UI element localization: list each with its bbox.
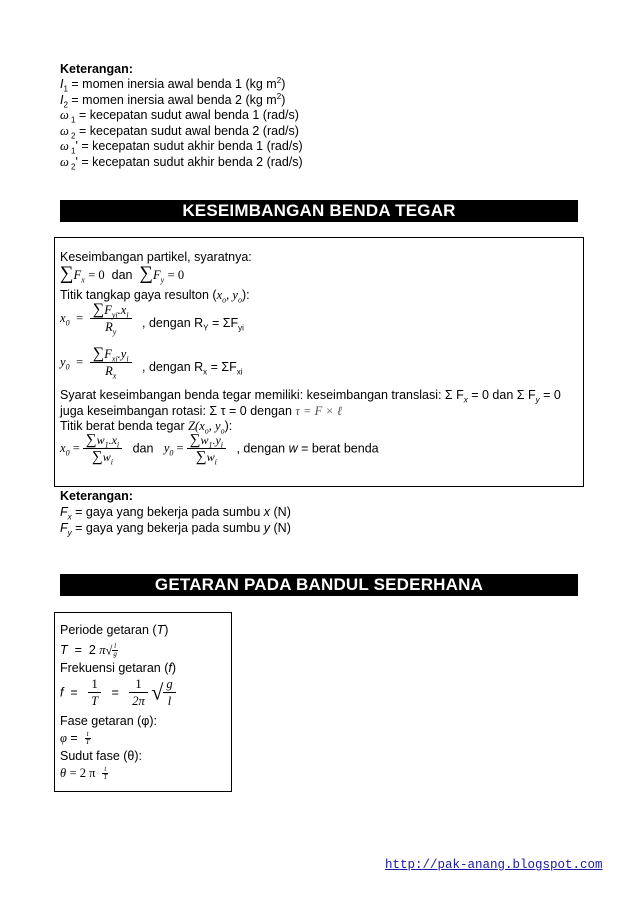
legend-symbol-subscript: 1 bbox=[68, 115, 76, 125]
top-legend-item bbox=[60, 124, 299, 139]
legend-symbol-subscript: 2 bbox=[68, 162, 76, 171]
fase-formula: φ = $\frac{t}{T}$ bbox=[60, 730, 90, 747]
equilibrium-condition-eq: $\sum F_x = 0$ dan $\sum F_y = 0$ bbox=[60, 263, 185, 285]
legend-unit-superscript: 2 bbox=[276, 91, 282, 101]
top-legend-item bbox=[60, 108, 299, 123]
centroid-formula: $x_0$ = $\frac{\sum w_1.x_i}{\sum w_i}$ dan $y_0$ = $\frac{\sum w_1.y_i}{\sum w_i}$ , dengan w = berat benda bbox=[60, 432, 379, 467]
dan-label: dan bbox=[111, 268, 133, 282]
x0-note: , dengan $R_Y = \Sigma F_{yi}$ bbox=[142, 316, 244, 333]
top-legend-title: Keterangan: bbox=[60, 62, 133, 76]
legend-description: = kecepatan sudut akhir benda 1 (rad/s) bbox=[77, 139, 303, 153]
legend-axis: y bbox=[263, 520, 271, 535]
syarat-translasi-text: Syarat keseimbangan benda tegar memiliki: keseimbangan translasi: Σ $F_x = 0$ dan Σ $F_y = 0$ bbox=[60, 388, 561, 405]
periode-formula: T = 2 π√ $\frac{l}{g}$ bbox=[60, 642, 117, 659]
titik-tangkap-text: Titik tangkap gaya resulton ($x_o$, $y_o$): bbox=[60, 288, 250, 305]
x0-formula: $x_0$ = $\frac{\sum F_{yi}.x_i}{R_y}$ bbox=[60, 302, 132, 342]
top-legend-item bbox=[60, 93, 285, 108]
legend-symbol: I bbox=[60, 77, 64, 91]
legend-description-end: ) bbox=[281, 77, 286, 91]
legend-description-end: ) bbox=[281, 92, 286, 107]
legend-symbol: ω bbox=[60, 123, 69, 138]
legend-symbol: F bbox=[60, 505, 68, 519]
legend-description: = momen inersia awal benda 2 (kg m bbox=[67, 92, 277, 107]
legend-description-end: (N) bbox=[270, 520, 291, 535]
legend-symbol: ω bbox=[60, 139, 69, 153]
mid-legend-title: Keterangan: bbox=[60, 489, 133, 503]
y0-note: , dengan $R_x = \Sigma F_{xi}$ bbox=[142, 360, 243, 377]
centroid-note: , dengan w = berat benda bbox=[236, 441, 379, 456]
keseimbangan-partikel-text: Keseimbangan partikel, syaratnya: bbox=[60, 250, 252, 264]
centroid-dan: dan bbox=[132, 441, 154, 456]
section-banner-getaran: GETARAN PADA BANDUL SEDERHANA bbox=[60, 574, 578, 596]
legend-symbol: F bbox=[60, 520, 68, 535]
sudut-fase-formula: θ = 2 π $\frac{t}{T}$ bbox=[60, 765, 108, 782]
legend-description: = kecepatan sudut awal benda 1 (rad/s) bbox=[75, 108, 299, 122]
frekuensi-formula: f = $\frac{1}{T}$ = $\frac{1}{2\pi}$ √ $\frac{g}{l}$ bbox=[60, 676, 176, 709]
sudut-fase-label: Sudut fase (θ): bbox=[60, 749, 142, 763]
frekuensi-label: Frekuensi getaran (f) bbox=[60, 661, 177, 675]
legend-symbol-subscript: 1 bbox=[68, 146, 76, 156]
mid-legend-item bbox=[60, 521, 291, 536]
legend-description: = momen inersia awal benda 1 (kg m bbox=[67, 77, 277, 91]
top-legend-item bbox=[60, 77, 285, 92]
mid-legend-item bbox=[60, 505, 291, 520]
legend-symbol-subscript: y bbox=[67, 528, 72, 537]
section-banner-keseimbangan: KESEIMBANGAN BENDA TEGAR bbox=[60, 200, 578, 222]
legend-symbol-subscript: x bbox=[67, 512, 72, 522]
legend-symbol: ω bbox=[60, 154, 69, 169]
legend-axis: x bbox=[263, 505, 271, 519]
top-legend-item bbox=[60, 139, 303, 154]
y0-formula: $y_0$ = $\frac{\sum F_{xi}.y_i}{R_x}$ bbox=[60, 346, 132, 386]
legend-symbol: ω bbox=[60, 108, 69, 122]
legend-symbol-subscript: 2 bbox=[68, 131, 76, 140]
fase-label: Fase getaran (φ): bbox=[60, 714, 158, 728]
legend-description: = gaya yang bekerja pada sumbu bbox=[71, 520, 264, 535]
footer-blog-link[interactable]: http://pak-anang.blogspot.com bbox=[385, 858, 603, 872]
titik-berat-text: Titik berat benda tegar $Z(x_o$, $y_o$): bbox=[60, 419, 233, 436]
legend-description: = kecepatan sudut awal benda 2 (rad/s) bbox=[75, 123, 299, 138]
legend-description: = gaya yang bekerja pada sumbu bbox=[71, 505, 264, 519]
legend-symbol-subscript: 1 bbox=[63, 84, 68, 94]
legend-description: = kecepatan sudut akhir benda 2 (rad/s) bbox=[77, 154, 303, 169]
periode-label: Periode getaran (T) bbox=[60, 623, 169, 637]
legend-symbol-prime: ' bbox=[75, 139, 78, 153]
top-legend-item bbox=[60, 155, 303, 170]
legend-symbol-subscript: 2 bbox=[63, 100, 68, 109]
legend-symbol: I bbox=[60, 92, 64, 107]
legend-symbol-prime: ' bbox=[75, 154, 78, 169]
legend-unit-superscript: 2 bbox=[276, 75, 282, 85]
legend-description-end: (N) bbox=[270, 505, 291, 519]
syarat-rotasi-text: juga keseimbangan rotasi: Σ τ = 0 dengan τ = F × ℓ bbox=[60, 404, 343, 418]
